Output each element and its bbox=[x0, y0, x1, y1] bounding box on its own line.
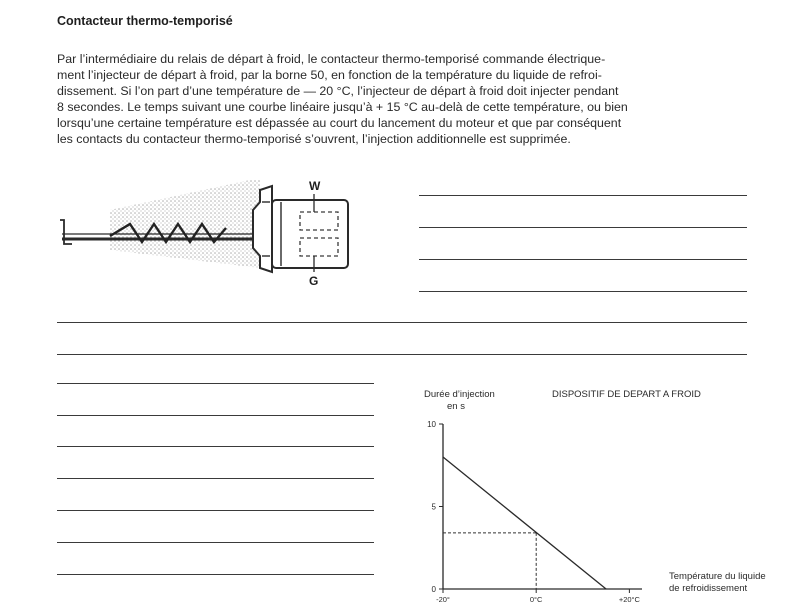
writing-line bbox=[419, 259, 747, 260]
writing-line bbox=[419, 227, 747, 228]
thermo-time-switch-illustration bbox=[50, 172, 410, 292]
x-tick-label: 0°C bbox=[529, 595, 543, 604]
chart-xlabel-line2: de refroidissement bbox=[669, 583, 748, 594]
x-tick-label: -20° bbox=[436, 595, 450, 604]
chart-ylabel-line2: en s bbox=[447, 401, 465, 412]
x-tick-label: +20°C bbox=[618, 595, 640, 604]
injection-duration-chart bbox=[410, 380, 793, 613]
chart-plot-area bbox=[427, 420, 642, 604]
writing-line bbox=[419, 195, 747, 196]
writing-line bbox=[57, 446, 374, 447]
paragraph-line: dissement. Si l’on part d’une température de — 20 °C, l’injecteur de départ à froid doit injecter pendant bbox=[57, 84, 619, 98]
terminal-label-g: G bbox=[309, 274, 319, 288]
series-line bbox=[443, 457, 606, 589]
body-paragraph bbox=[57, 51, 757, 147]
writing-line bbox=[57, 354, 747, 355]
writing-line bbox=[419, 291, 747, 292]
paragraph-line: 8 secondes. Le temps suivant une courbe linéaire jusqu’à + 15 °C au-delà de cette température, ou bien bbox=[57, 100, 628, 114]
paragraph-line: les contacts du contacteur thermo-temporisé s’ouvrent, l’injection additionnelle est supprimée. bbox=[57, 132, 571, 146]
chart-xlabel-line1: Température du liquide bbox=[669, 571, 766, 582]
writing-line bbox=[57, 574, 374, 575]
paragraph-line: ment l’injecteur de départ à froid, par la borne 50, en fonction de la température du liquide de refroi- bbox=[57, 68, 602, 82]
writing-line bbox=[57, 415, 374, 416]
writing-line bbox=[57, 510, 374, 511]
paragraph-line: Par l’intermédiaire du relais de départ à froid, le contacteur thermo-temporisé commande électrique- bbox=[57, 52, 606, 66]
page-title: Contacteur thermo-temporisé bbox=[57, 14, 233, 28]
terminal-label-w: W bbox=[309, 179, 321, 193]
y-tick-label: 5 bbox=[431, 502, 436, 512]
chart-ylabel-line1: Durée d’injection bbox=[424, 389, 495, 400]
writing-line bbox=[57, 383, 374, 384]
writing-line bbox=[57, 542, 374, 543]
paragraph-line: lorsqu’une certaine température est dépassée au court du lancement du moteur et que par conséquent bbox=[57, 116, 622, 130]
y-tick-label: 0 bbox=[431, 585, 436, 594]
chart-title: DISPOSITIF DE DEPART A FROID bbox=[552, 389, 701, 400]
writing-line bbox=[57, 322, 747, 323]
thermo-time-switch-icon bbox=[50, 172, 410, 292]
writing-line bbox=[57, 478, 374, 479]
y-tick-label: 10 bbox=[427, 420, 436, 429]
